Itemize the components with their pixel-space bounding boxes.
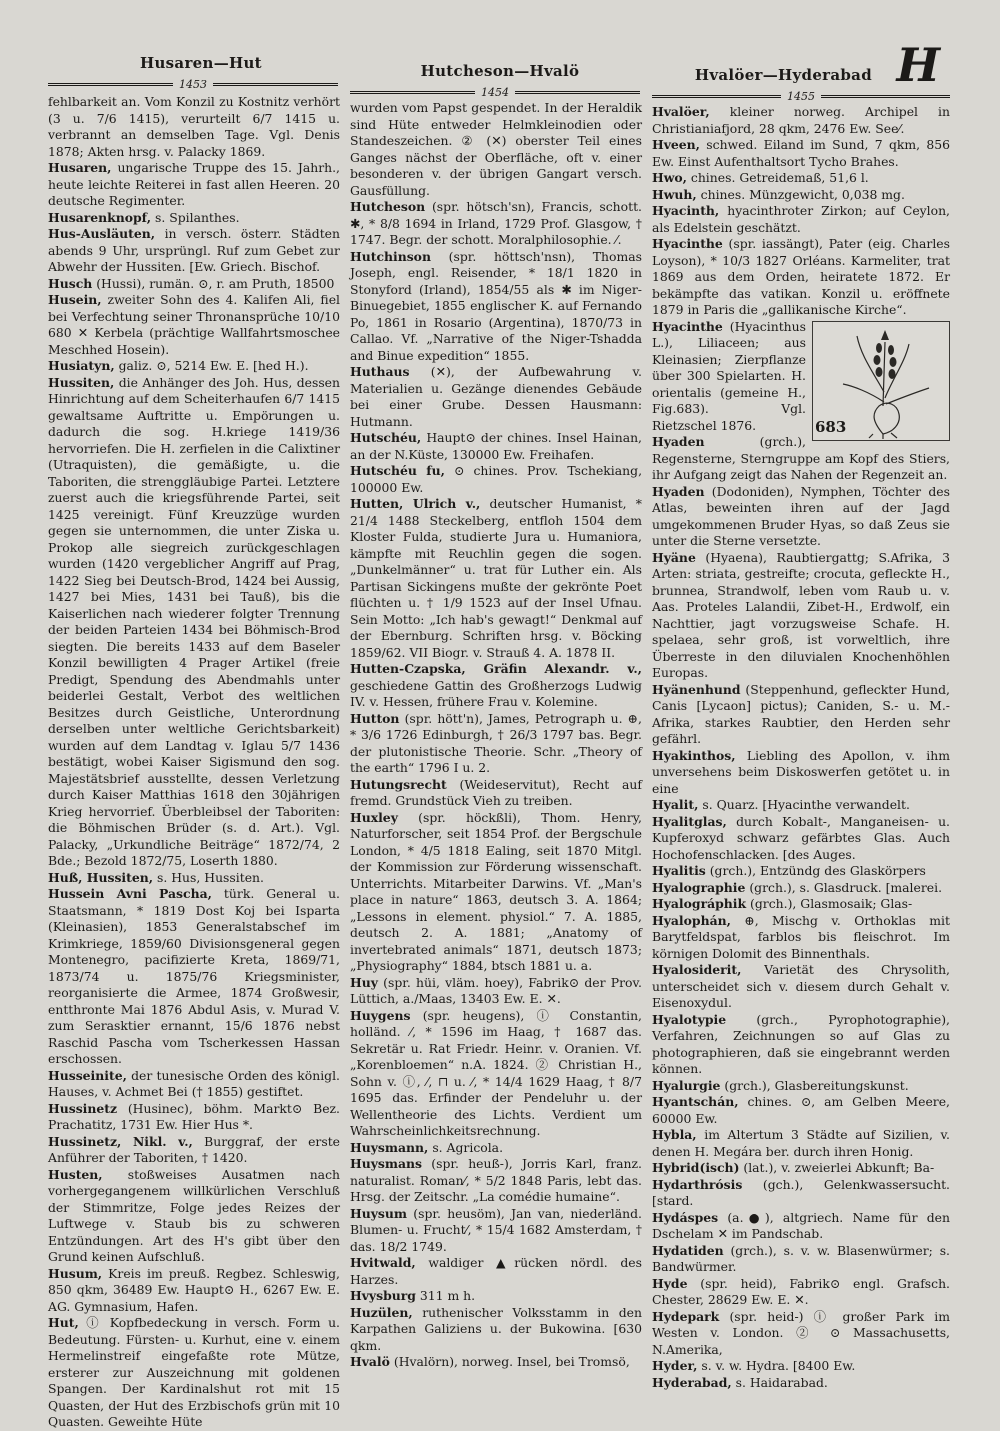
headword: Hyalographie xyxy=(652,879,746,895)
headword: Hussiten, xyxy=(48,374,115,390)
running-head-right: Hvalöer—Hyderabad xyxy=(694,66,872,84)
definition: (Dodoniden), Nymphen, Töchter des Atlas, beweinten ihren auf der Jagd umgekommenen Bruder Hyas, so daß Zeus sie unter die Sterne versetzte. xyxy=(652,483,950,548)
dictionary-entry xyxy=(48,886,340,1068)
headword: Hutten, Ulrich v., xyxy=(350,496,481,511)
headword: Hyderabad, xyxy=(652,1374,732,1390)
headword: Hutungsrecht xyxy=(350,776,447,792)
definition: ⊙ chines. Prov. Tschekiang, 100000 Ew. xyxy=(350,463,643,495)
definition: s. Haidarabad. xyxy=(731,1374,828,1390)
definition: (✕), der Aufbewahrung v. Materialien u. Gezänge dienendes Gebäude bei einer Grube. Dessen Hausmann: Hutmann. xyxy=(350,364,642,429)
page-number-right: 1455 xyxy=(787,90,815,103)
dictionary-entry xyxy=(652,203,950,236)
definition: chines. Münzgewicht, 0,038 mg. xyxy=(696,186,905,202)
definition: Haupt⊙ der chines. Insel Hainan, an der N.Küste, 130000 Ew. Freihafen. xyxy=(350,430,642,462)
dictionary-entry xyxy=(48,210,340,227)
definition: (Hyaena), Raubtiergattg; S.Afrika, 3 Arten: striata, gestreifte; crocuta, gefleckte H., brunnea, Strandwolf, leben vom Raub u. v. Aas. Proteles Lalandii, Zibet-H., Erdwolf, ein Nachttier, jagt vorzugsweise Schafe. H. spelaea, sehr groß, ist vorweltlich, ihre Überreste in den diluvialen Knochenhöhlen Europas. xyxy=(652,549,950,680)
definition: in versch. österr. Städten abends 9 Uhr, ursprüngl. Ruf zum Gebet zur Abwehr der Hussiten. [Ew. Griech. Bischof. xyxy=(48,226,340,274)
entry-hyaden xyxy=(652,434,950,484)
headword: Husseinite, xyxy=(48,1067,127,1083)
definition: waldiger ▲rücken nördl. des Harzes. xyxy=(350,1255,642,1287)
dictionary-entry xyxy=(350,463,642,496)
dictionary-entry xyxy=(652,1210,950,1243)
dictionary-entry xyxy=(48,276,340,293)
dictionary-entry xyxy=(350,1255,642,1288)
dictionary-entry xyxy=(48,870,340,887)
dictionary-entry xyxy=(652,1276,950,1309)
definition: s. Quarz. [Hyacinthe verwandelt. xyxy=(698,797,910,812)
headword: Huysmann, xyxy=(350,1139,429,1155)
dictionary-entry xyxy=(350,1305,642,1355)
headword: Hyalitis xyxy=(652,863,706,878)
headword: Huy xyxy=(350,974,378,990)
headword: Hyantschán, xyxy=(652,1094,739,1109)
definition: (Husinec), böhm. Markt⊙ Bez. Prachatitz, 1731 Ew. Hier Hus *. xyxy=(48,1100,340,1132)
left-column xyxy=(48,94,341,1429)
definition: (spr. heuß-), Jorris Karl, franz. naturalist. Roman⁄, * 5/2 1848 Paris, lebt das. Hrsg. der Zeitschr. „La comédie humaine“. xyxy=(350,1156,642,1204)
dictionary-entry xyxy=(48,1101,340,1134)
headword: Hyänenhund xyxy=(652,681,741,697)
page-number-center: 1454 xyxy=(481,86,509,99)
running-head-left: Husaren—Hut xyxy=(140,54,262,72)
headword: Hutton xyxy=(350,710,400,726)
definition: (spr. höckßli), Thom. Henry, Naturforscher, seit 1854 Prof. der Bergschule London, * 4/5 1818 Ealing, seit 1870 Mitgl. der Kommission zur Förderung wissenschaft. Unterrichts. Mitarbeiter Darwins. Vf. „Man's place in nature“ 1863, deutsch 3. A. 1864; „Lessons in element. physiol.“ 7. A. 1885, deutsch 2. A. 1881; „Anatomy of invertebrated animals“ 1871, deutsch 1873; „Physiography“ 1884, btsch 1881 u. a. xyxy=(350,809,642,973)
dictionary-entry xyxy=(652,484,950,550)
page-number-left: 1453 xyxy=(179,78,207,91)
dictionary-entry xyxy=(48,292,340,358)
headword: Hutten-Czapska, Gräfin Alexandr. v., xyxy=(350,661,642,676)
definition: (spr. hüi, vläm. hoey), Fabrik⊙ der Prov. Lüttich, a./Maas, 13403 Ew. E. ✕. xyxy=(350,974,642,1006)
headword: Huthaus xyxy=(350,364,410,379)
section-letter: H xyxy=(896,38,940,92)
center-column xyxy=(350,100,643,1369)
dictionary-entry xyxy=(652,137,950,170)
definition: chines. Getreidemaß, 51,6 l. xyxy=(686,170,869,185)
definition: s. Agricola. xyxy=(428,1139,504,1155)
definition: (Hyacinthus L.), Liliaceen; aus Kleinasien; Zierpflanze über 300 Spielarten. H. orientalis (gemeine H., Fig.683). Vgl. Rietzschel 1876. xyxy=(652,318,806,433)
headword: Hutcheson xyxy=(350,199,426,214)
headword: Huysmans xyxy=(350,1156,423,1171)
definition: ⊕, Mischg v. Orthoklas mit Barytfeldspat, farblos bis fleischrot. Im körnigen Dolomit des Binnenthals. xyxy=(652,912,950,961)
definition: der tunesische Orden des königl. Hauses, v. Achmet Bei († 1855) gestiftet. xyxy=(48,1067,340,1099)
dictionary-entry xyxy=(652,913,950,963)
definition: (spr. heid-) ⓘ großer Park im Westen v. London. ② ⊙ Massachusetts, N.Amerika, xyxy=(652,1308,950,1357)
definition: Kreis im preuß. Regbez. Schleswig, 850 qkm, 36489 Ew. Haupt⊙ H., 6267 Ew. E. AG. Gymnasium, Hafen. xyxy=(48,1265,340,1314)
dictionary-entry xyxy=(350,1156,642,1206)
dictionary-entry xyxy=(350,1140,642,1157)
dictionary-entry xyxy=(48,1315,340,1431)
headword: Hyakinthos, xyxy=(652,747,736,763)
dictionary-entry xyxy=(350,711,642,777)
page-number-right-bar xyxy=(652,90,950,103)
definition: wurden vom Papst gespendet. In der Heraldik sind Hüte entweder Helmkleinodien oder Standeszeichen. ② (✕) oberster Teil eines Ganges nächst der Oberfläche, oft v. einer besonderen v. der übrigen Gangart versch. Gausfüllung. xyxy=(350,100,642,198)
dictionary-entry xyxy=(350,1354,642,1371)
dictionary-entry xyxy=(48,358,340,375)
headword: Hut, xyxy=(48,1315,79,1330)
dictionary-entry xyxy=(350,364,642,430)
definition: (Hussi), rumän. ⊙, r. am Pruth, 18500 xyxy=(92,275,335,291)
definition: (grch.), Glasmosaik; Glas- xyxy=(746,896,913,911)
definition: (lat.), v. zweierlei Abkunft; Ba- xyxy=(739,1160,935,1175)
definition: (grch., Pyrophotographie), Verfahren, Zeichnungen so auf Glas zu photographieren, daß sie eingebrannt werden können. xyxy=(652,1011,950,1076)
definition: Liebling des Apollon, v. ihm unversehens beim Diskoswerfen getötet u. in eine xyxy=(652,747,950,796)
headword: Hveen, xyxy=(652,137,700,152)
dictionary-entry xyxy=(350,1008,642,1140)
dictionary-entry xyxy=(652,748,950,798)
definition: stoßweises Ausatmen nach vorhergegangenem willkürlichen Verschluß der Stimmritze, Folge jedes Reizes der Luftwege v. Staub bis zu schweren Entzündungen. Art des H's gibt über den Grund keinen Aufschluß. xyxy=(48,1166,340,1264)
dictionary-entry xyxy=(652,1243,950,1276)
definition: (a.●), altgriech. Name für den Dschelam ✕ im Pandschab. xyxy=(652,1209,950,1241)
definition: deutscher Humanist, * 21/4 1488 Steckelberg, entfloh 1504 dem Kloster Fulda, studierte Jura u. Humaniora, kämpfte mit Reuchlin gegen die sogen. „Dunkelmänner“ u. trat für Luther ein. Als Partisan Sickingens mußte der gekrönte Poet flüchten u. † 1/9 1523 auf der Insel Ufnau. Sein Motto: „Ich hab's gewagt!“ Denkmal auf der Ebernburg. Schriften hrsg. v. Böcking 1859/62. VII Biogr. v. Strauß 4. A. 1878 II. xyxy=(350,496,642,660)
headword: Hwuh, xyxy=(652,186,697,202)
headword: Hyalotypie xyxy=(652,1011,727,1027)
dictionary-entry xyxy=(350,975,642,1008)
headword: Huysum xyxy=(350,1205,408,1221)
dictionary-entry xyxy=(350,199,642,249)
headword: Huzülen, xyxy=(350,1304,413,1320)
headword: Hvalö xyxy=(350,1354,390,1369)
headword: Hvalöer, xyxy=(652,104,710,119)
right-column xyxy=(652,104,950,1390)
definition: ungarische Truppe des 15. Jahrh., heute leichte Reiterei in fast allen Heeren. 20 deutsche Regimenter. xyxy=(48,160,340,208)
headword: Huygens xyxy=(350,1007,411,1023)
dictionary-entry xyxy=(652,104,950,137)
dictionary-entry xyxy=(652,1012,950,1078)
dictionary-entry xyxy=(652,797,950,814)
definition: (spr. hött'n), James, Petrograph u. ⊕, * 3/6 1726 Edinburgh, † 26/3 1797 bas. Begr. der plutonistische Theorie. Schr. „Theory of the earth“ 1796 I u. 2. xyxy=(350,710,642,775)
headword: Hyaden xyxy=(652,483,705,499)
dictionary-entry xyxy=(48,226,340,276)
definition: (grch.), Entzündg des Glaskörpers xyxy=(705,863,926,878)
dictionary-entry xyxy=(48,160,340,210)
definition: (spr. iassängt), Pater (eig. Charles Loyson), * 10/3 1827 Orléans. Karmeliter, trat 1869 aus dem Orden, heiratete 1872. Er bekämpfte das vatikan. Konzil u. eröffnete 1879 in Paris die „gallikanische Kirche“. xyxy=(652,236,950,317)
entry-hyacinthe-plant xyxy=(652,319,950,435)
headword: Hyäne xyxy=(652,549,696,565)
definition: (spr. heusöm), Jan van, niederländ. Blumen- u. Frucht⁄, * 15/4 1682 Amsterdam, † das. 18/2 1749. xyxy=(350,1205,642,1254)
headword: Hussinetz, Nikl. v., xyxy=(48,1133,193,1149)
dictionary-entry xyxy=(652,896,950,913)
headword: Hyalitglas, xyxy=(652,813,727,829)
definition: türk. General u. Staatsmann, * 1819 Dost Koj bei Isparta (Kleinasien), 1853 Generalstabschef im Krimkriege, 1859/60 Divisionsgeneral gegen Montenegro, pacifizierte Kreta, 1869/71, 1873/74 u. 1875/76 Kriegsminister, reorganisierte die Armee, 1874 Großwesir, entthronte Mai 1876 Abdul Asis, v. Murad V. zum Serasktier ernannt, 15/6 1876 nebst Raschid Pascha vom Tscherkessen Hassan erschossen. xyxy=(48,886,340,1066)
figure-number: 683 xyxy=(815,418,847,436)
headword: Hyacinth, xyxy=(652,203,720,218)
definition: s. v. w. Hydra. [8400 Ew. xyxy=(697,1358,856,1373)
dictionary-entry xyxy=(350,496,642,661)
headword: Hydatiden xyxy=(652,1242,724,1258)
headword: Hyde xyxy=(652,1275,688,1291)
headword: Hvysburg xyxy=(350,1288,416,1303)
headword: Hybrid(isch) xyxy=(652,1160,740,1175)
definition: s. Spilanthes. xyxy=(151,209,240,225)
dictionary-entry xyxy=(350,100,642,199)
dictionary-entry xyxy=(48,94,340,160)
definition: hyacinthroter Zirkon; auf Ceylon, als Edelstein geschätzt. xyxy=(652,203,950,235)
definition: die Anhänger des Joh. Hus, dessen Hinrichtung auf dem Scheiterhaufen 6/7 1415 gewaltsame Auftritte u. Empörungen u. dadurch die sog. H.kriege 1419/36 hervorriefen. Die H. zerfielen in die Calixtiner (Utraquisten), die gemäßigte, u. die Taboriten, die strenggläubige Partei. Letztere zuerst auch die kriegsführende Partei, seit 1425 vereinigt. Fünf Kreuzzüge wurden gegen sie unternommen, die unter Ziska u. Prokop alle siegreich zurückgeschlagen wurden (1420 vergeblicher Angriff auf Prag, 1422 Sieg bei Deutsch-Brod, 1424 bei Aussig, 1427 bei Mies, 1431 bei Tauß), bis die Kaiserlichen nach wiederer folgter Trennung der beiden Parteien 1434 bei Böhmisch-Brod siegten. Die bereits 1433 auf dem Baseler Konzil bewilligten 4 Prager Artikel (freie Predigt, Spendung des Abendmahls unter beiderlei Gestalt, Verbot des weltlichen Besitzes durch Geistliche, Unterordnung derselben unter weltliche Gerichtsbarkeit) wurden auf dem Landtag v. Iglau 5/7 1436 bestätigt, wobei Kaiser Sigismund den sog. Majestätsbrief ausstellte, dessen Verletzung durch Kaiser Matthias 1618 den 30jährigen Krieg hervorrief. Überbleibsel der Taboriten: die Böhmischen Brüder (s. d. Art.). Vgl. Palacky, „Urkundliche Beiträge“ 1872/74, 2 Bde.; Bezold 1872/75, Loserth 1880. xyxy=(48,374,340,868)
headword: Husiatyn, xyxy=(48,358,115,373)
page-number-center-bar xyxy=(350,86,640,99)
headword: Hyalit, xyxy=(652,797,699,812)
hyacinth-figure xyxy=(812,321,950,441)
headword: Hutchinson xyxy=(350,248,431,264)
dictionary-entry xyxy=(652,880,950,897)
headword: Hydepark xyxy=(652,1308,720,1324)
dictionary-entry xyxy=(652,236,950,319)
page-number-left-bar xyxy=(48,78,338,91)
dictionary-entry xyxy=(350,810,642,975)
headword: Husaren, xyxy=(48,160,112,175)
headword: Hussein Avni Pascha, xyxy=(48,886,212,901)
headword: Hutschéu fu, xyxy=(350,463,445,478)
headword: Hussinetz xyxy=(48,1100,118,1116)
definition: durch Kobalt-, Manganeisen- u. Kupferoxyd schwarz gefärbtes Glas. Auch Hochofenschlacken. [des Auges. xyxy=(652,813,950,862)
definition: (gch.), Gelenkwassersucht. [stard. xyxy=(652,1176,950,1208)
dictionary-entry xyxy=(652,1078,950,1095)
dictionary-entry xyxy=(652,1358,950,1375)
dictionary-entry xyxy=(652,1177,950,1210)
definition: (grch.), Glasbereitungskunst. xyxy=(720,1077,909,1093)
headword: Hyaden xyxy=(652,434,705,449)
dictionary-entry xyxy=(652,1094,950,1127)
headword: Husum, xyxy=(48,1265,103,1281)
headword: Hydáspes xyxy=(652,1209,719,1225)
dictionary-entry xyxy=(652,1309,950,1359)
definition: (grch.), Regensterne, Sterngruppe am Kopf des Stiers, ihr Aufgang zeigt das Nahen der Regenzeit an. xyxy=(652,434,950,482)
definition: Burggraf, der erste Anführer der Taboriten, † 1420. xyxy=(48,1133,341,1165)
dictionary-entry xyxy=(652,187,950,204)
headword: Hwo, xyxy=(652,170,687,185)
definition: (Weideservitut), Recht auf fremd. Grundstück Vieh zu treiben. xyxy=(350,776,642,808)
definition: s. Hus, Hussiten. xyxy=(153,869,264,885)
headword: Hybla, xyxy=(652,1127,697,1142)
definition: (Steppenhund, gefleckter Hund, Canis [Lycaon] pictus); Caniden, S.- u. M.-Afrika, starkes Raubtier, den Herden sehr gefährl. xyxy=(652,681,950,746)
running-head-center: Hutcheson—Hvalö xyxy=(420,62,580,80)
dictionary-entry xyxy=(48,1068,340,1101)
definition: kleiner norweg. Archipel in Christianiafjord, 28 qkm, 2476 Ew. See⁄. xyxy=(652,104,950,136)
headword: Hutschéu, xyxy=(350,430,422,445)
dictionary-entry xyxy=(652,550,950,682)
headword: Husarenknopf, xyxy=(48,209,152,225)
dictionary-entry xyxy=(652,1160,950,1177)
definition: (spr. hötsch'sn), Francis, schott. ✱, * 8/8 1694 in Irland, 1729 Prof. Glasgow, † 1747. Begr. der schott. Moralphilosophie. ⁄. xyxy=(350,199,642,247)
dictionary-entry xyxy=(48,1266,340,1316)
definition: (Hvalörn), norweg. Insel, bei Tromsö, xyxy=(389,1354,630,1369)
headword: Hyalophán, xyxy=(652,912,731,928)
definition: fehlbarkeit an. Vom Konzil zu Kostnitz verhört (3 u. 7/6 1415), verurteilt 6/7 1415 u. verbrannt an demselben Tage. Vgl. Denis 1878; Akten hrsg. v. Palacky 1869. xyxy=(48,94,340,159)
definition: galiz. ⊙, 5214 Ew. E. [hed H.). xyxy=(114,358,309,373)
dictionary-entry xyxy=(652,682,950,748)
headword: Hyacinthe xyxy=(652,318,723,334)
definition: (spr. heid), Fabrik⊙ engl. Grafsch. Chester, 28629 Ew. E. ✕. xyxy=(652,1275,950,1307)
headword: Huß, Hussiten, xyxy=(48,869,154,885)
dictionary-entry xyxy=(652,863,950,880)
dictionary-entry xyxy=(48,375,340,870)
headword: Huxley xyxy=(350,809,398,825)
definition: ⓘ Kopfbedeckung in versch. Form u. Bedeutung. Fürsten- u. Kurhut, eine v. einem Hermelinstreif eingefaßte rote Mütze, ersterer zur Auszeichnung mit goldenen Spangen. Der Kardinalshut rot mit 15 Quasten, der Hut des Erzbischofs grün mit 10 Quasten. Geweihte Hüte xyxy=(48,1315,340,1429)
headword: Hyder, xyxy=(652,1358,698,1373)
headword: Husein, xyxy=(48,292,102,307)
headword: Hus-Ausläuten, xyxy=(48,226,156,241)
headword: Hyalosiderit, xyxy=(652,962,742,977)
dictionary-entry xyxy=(652,170,950,187)
headword: Hyalurgie xyxy=(652,1077,721,1093)
definition: (spr. höttsch'nsn), Thomas Joseph, engl. Reisender, * 18/1 1820 in Stonyford (Irland), 1854/55 als ✱ im Niger-Binuegebiet, 1855 englischer K. auf Fernando Po, 1861 in Rosario (Argentina), 1870/73 in Callao. Vf. „Narrative of the Niger-Tshadda and Binue expedition“ 1855. xyxy=(350,248,642,363)
headword: Hyacinthe xyxy=(652,236,723,251)
headword: Hydarthrósis xyxy=(652,1176,743,1192)
headword: Husch xyxy=(48,275,93,291)
dictionary-entry xyxy=(350,777,642,810)
dictionary-entry xyxy=(652,814,950,864)
definition: schwed. Eiland im Sund, 7 qkm, 856 Ew. Einst Aufenthaltsort Tycho Brahes. xyxy=(652,137,950,169)
definition: zweiter Sohn des 4. Kalifen Ali, fiel bei Verfechtung seiner Thronansprüche 10/10 680 ✕ Kerbela (prächtige Wallfahrtsmoschee Meschhed Hosein). xyxy=(48,292,340,357)
dictionary-entry xyxy=(652,1127,950,1160)
headword: Hyalográphik xyxy=(652,896,747,911)
dictionary-entry xyxy=(350,249,642,365)
definition: 311 m h. xyxy=(415,1288,476,1303)
definition: (spr. heugens), ⓘ Constantin, holländ. ⁄, * 1596 im Haag, † 1687 das. Sekretär u. Rat Friedr. Heinr. v. Oranien. Vf. „Korenbloemen“ n.A. 1824. ② Christian H., Sohn v. ⓘ, ⁄, ⊓ u. ⁄, * 14/4 1629 Haag, † 8/7 1695 das. Erfinder der Pendeluhr u. der Wellentheorie des Lichts. Verdient um Wahrscheinlichkeitsrechnung. xyxy=(350,1007,642,1138)
dictionary-entry xyxy=(350,430,642,463)
headword: Husten, xyxy=(48,1166,103,1182)
dictionary-entry xyxy=(652,1375,950,1392)
definition: (grch.), s. v. w. Blasenwürmer; s. Bandwürmer. xyxy=(652,1242,950,1274)
definition: (grch.), s. Glasdruck. [malerei. xyxy=(745,879,943,895)
definition: ruthenischer Volksstamm in den Karpathen Galiziens u. der Bukowina. [630 qkm. xyxy=(350,1304,642,1353)
dictionary-entry xyxy=(350,661,642,711)
definition: chines. ⊙, am Gelben Meere, 60000 Ew. xyxy=(652,1094,950,1126)
dictionary-entry xyxy=(652,962,950,1012)
dictionary-entry xyxy=(350,1288,642,1305)
dictionary-entry xyxy=(350,1206,642,1256)
headword: Hvitwald, xyxy=(350,1255,416,1270)
dictionary-entry xyxy=(48,1167,340,1266)
definition: Varietät des Chrysolith, unterscheidet sich v. diesem durch Gehalt v. Eisenoxydul. xyxy=(652,962,950,1010)
dictionary-entry xyxy=(48,1134,340,1167)
definition: im Altertum 3 Städte auf Sizilien, v. denen H. Megára ber. durch ihren Honig. xyxy=(652,1127,950,1159)
definition: geschiedene Gattin des Großherzogs Ludwig IV. v. Hessen, frühere Frau v. Kolemine. xyxy=(350,677,642,709)
